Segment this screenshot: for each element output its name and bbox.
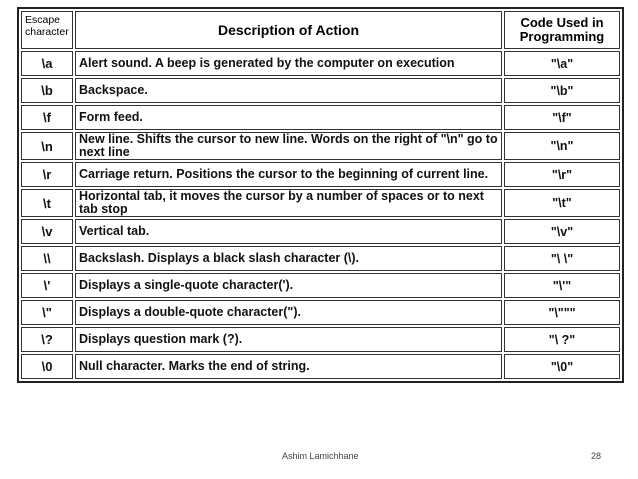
code-cell: "\f" — [504, 105, 620, 130]
header-code: Code Used in Programming — [504, 11, 620, 49]
description-cell: Form feed. — [75, 105, 502, 130]
table-header-row — [21, 11, 620, 49]
table-row — [21, 162, 620, 187]
description-cell: Null character. Marks the end of string. — [75, 354, 502, 379]
escape-character-cell: \' — [21, 273, 73, 298]
description-cell: Horizontal tab, it moves the cursor by a number of spaces or to next tab stop — [75, 189, 502, 217]
footer-page-number: 28 — [591, 451, 602, 461]
escape-character-cell: \b — [21, 78, 73, 103]
table-row — [21, 78, 620, 103]
description-cell: New line. Shifts the cursor to new line. Words on the right of "\n" go to next line — [75, 132, 502, 160]
escape-character-cell: \" — [21, 300, 73, 325]
footer-author: Ashim Lamichhane — [282, 451, 359, 461]
description-cell: Displays question mark (?). — [75, 327, 502, 352]
escape-character-cell: \a — [21, 51, 73, 76]
description-cell: Backslash. Displays a black slash character (\). — [75, 246, 502, 271]
table-row — [21, 189, 620, 217]
table-row — [21, 51, 620, 76]
escape-character-cell: \f — [21, 105, 73, 130]
table-row — [21, 219, 620, 244]
code-cell: "\0" — [504, 354, 620, 379]
table — [19, 9, 622, 381]
table-row — [21, 354, 620, 379]
escape-character-cell: \\ — [21, 246, 73, 271]
code-cell: "\'" — [504, 273, 620, 298]
code-cell: "\v" — [504, 219, 620, 244]
description-cell: Vertical tab. — [75, 219, 502, 244]
code-cell: "\r" — [504, 162, 620, 187]
description-cell: Displays a single-quote character('). — [75, 273, 502, 298]
description-cell: Alert sound. A beep is generated by the computer on execution — [75, 51, 502, 76]
table-row — [21, 246, 620, 271]
description-cell: Carriage return. Positions the cursor to the beginning of current line. — [75, 162, 502, 187]
escape-character-cell: \? — [21, 327, 73, 352]
escape-character-cell: \v — [21, 219, 73, 244]
table-row — [21, 105, 620, 130]
header-escape-character: Escape character — [21, 11, 73, 49]
code-cell: "\b" — [504, 78, 620, 103]
table-row — [21, 327, 620, 352]
table-row — [21, 273, 620, 298]
code-cell: "\ \" — [504, 246, 620, 271]
table-row — [21, 132, 620, 160]
code-cell: "\ ?" — [504, 327, 620, 352]
code-cell: "\a" — [504, 51, 620, 76]
escape-character-cell: \n — [21, 132, 73, 160]
table-row — [21, 300, 620, 325]
escape-character-cell: \t — [21, 189, 73, 217]
description-cell: Displays a double-quote character("). — [75, 300, 502, 325]
code-cell: "\t" — [504, 189, 620, 217]
escape-character-cell: \0 — [21, 354, 73, 379]
escape-sequence-table — [17, 7, 624, 383]
escape-character-cell: \r — [21, 162, 73, 187]
table-body — [21, 51, 620, 379]
description-cell: Backspace. — [75, 78, 502, 103]
code-cell: "\""" — [504, 300, 620, 325]
code-cell: "\n" — [504, 132, 620, 160]
header-description: Description of Action — [75, 11, 502, 49]
